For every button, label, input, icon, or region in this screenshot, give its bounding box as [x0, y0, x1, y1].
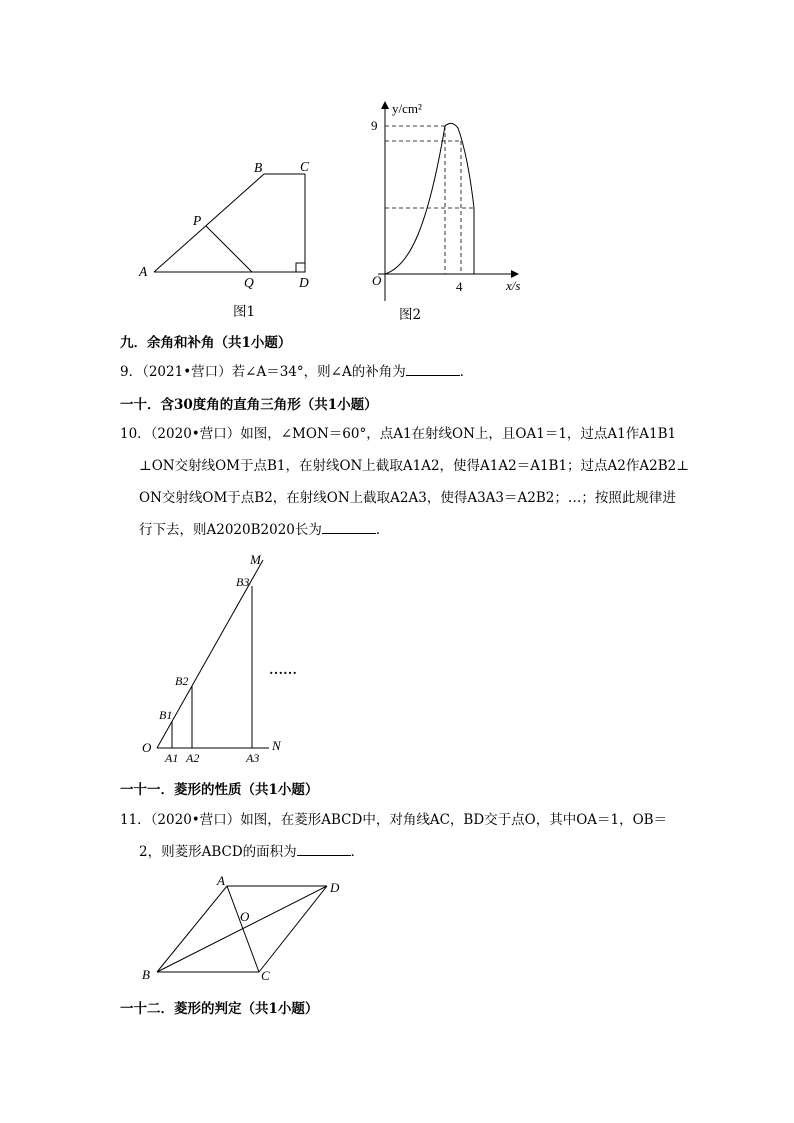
question-11-line-2 — [139, 841, 364, 863]
y-axis-label: y/cm² — [392, 101, 422, 116]
figure-1-diagram — [130, 150, 330, 300]
label-a: A — [217, 873, 225, 888]
label-o: O — [240, 909, 250, 924]
point-q-label: Q — [244, 275, 254, 290]
x-axis-label: x/s — [506, 278, 521, 293]
point-a-label: A — [139, 264, 148, 279]
side-ab — [157, 886, 227, 972]
section-12-heading: 一十二．菱形的判定（共1小题） — [120, 1001, 319, 1017]
label-a2: A2 — [186, 751, 200, 765]
label-c: C — [261, 968, 270, 983]
ellipsis-dots: …… — [269, 663, 297, 678]
section-11-heading: 一十一．菱形的性质（共1小题） — [120, 782, 319, 798]
answer-blank-10[interactable] — [322, 521, 376, 534]
question-10-line-1: 10．（2020•营口）如图，∠MON＝60°，点A1在射线ON上，且OA1＝1，过点A1作A1B1 — [120, 426, 677, 442]
question-11-line-1: 11．（2020•营口）如图，在菱形ABCD中，对角线AC，BD交于点O，其中OA＝1，OB＝ — [120, 812, 668, 828]
point-p-label: P — [193, 213, 202, 228]
question-10-line-4-suffix: ． — [375, 522, 390, 538]
answer-blank-9[interactable] — [406, 363, 460, 376]
figure-1-caption: 图1 — [233, 304, 256, 320]
question-11-line-2-text: 2，则菱形ABCD的面积为 — [139, 844, 297, 860]
figure-2-graph — [360, 96, 540, 306]
question-9-text: 9．（2021•营口）若∠A＝34°，则∠A的补角为 — [120, 364, 406, 380]
side-dc — [259, 886, 327, 972]
label-b: B — [142, 967, 150, 982]
figure-10-diagram — [135, 548, 315, 770]
origin-label: O — [372, 273, 382, 288]
figure-2-caption: 图2 — [399, 307, 422, 323]
label-o: O — [142, 740, 152, 755]
segment-pq — [206, 226, 252, 272]
figure-11-rhombus — [130, 868, 360, 988]
question-11-line-2-suffix: ． — [350, 844, 365, 860]
label-a3: A3 — [246, 751, 260, 765]
segment-ab — [154, 174, 264, 272]
point-c-label: C — [300, 159, 310, 174]
point-b-label: B — [254, 160, 263, 175]
section-10-heading: 一十．含30度角的直角三角形（共1小题） — [120, 397, 378, 413]
question-10-line-3: ON交射线OM于点B2，在射线ON上截取A2A3，使得A3A3＝A2B2；…；按照此规律进 — [139, 490, 676, 506]
answer-blank-11[interactable] — [297, 843, 351, 856]
label-b3: B3 — [236, 575, 250, 589]
question-10-line-2: ⊥ON交射线OM于点B1，在射线ON上截取A1A2，使得A1A2＝A1B1；过点A2作A2B2⊥ — [139, 458, 689, 474]
question-10-line-4 — [139, 519, 389, 541]
label-n: N — [272, 738, 281, 753]
label-b1: B1 — [159, 708, 173, 722]
point-d-label: D — [299, 275, 309, 290]
diagonal-bd — [157, 886, 327, 972]
label-m: M — [250, 552, 261, 567]
x-tick-4: 4 — [456, 279, 463, 294]
right-angle-mark — [296, 263, 305, 272]
label-a1: A1 — [165, 751, 179, 765]
section-9-heading: 九．余角和补角（共1小题） — [120, 335, 292, 351]
question-9 — [120, 361, 473, 383]
y-tick-9: 9 — [371, 118, 378, 133]
question-10-line-4-text: 行下去，则A2020B2020长为 — [139, 522, 322, 538]
label-b2: B2 — [175, 674, 189, 688]
label-d: D — [330, 880, 340, 895]
question-9-suffix: ． — [459, 364, 474, 380]
